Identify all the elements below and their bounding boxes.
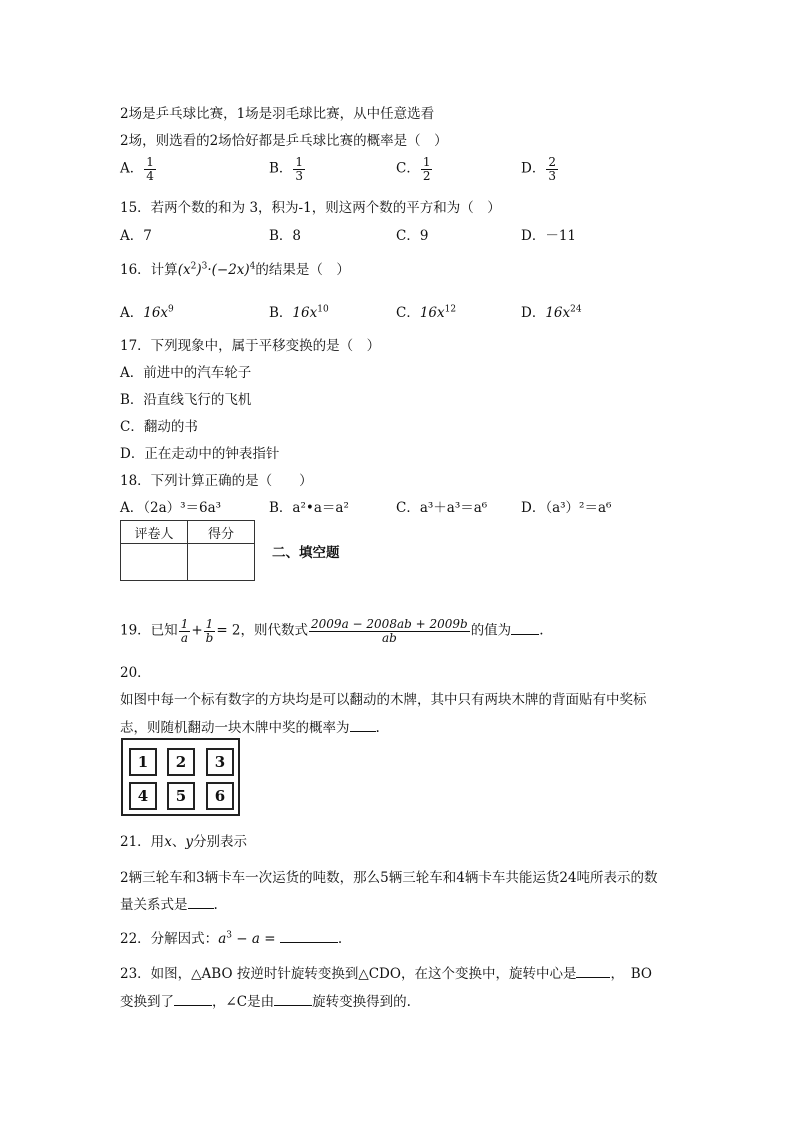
q22-stem: 22．分解因式：$a^3 - a$ = . [120, 930, 343, 947]
card-4[interactable]: 4 [129, 782, 157, 810]
q20-answer-blank[interactable] [350, 730, 376, 732]
q18-option-b: B．a²•a＝a² [269, 500, 349, 516]
q14-option-b: B． $\frac{1}{3}$ [269, 155, 304, 183]
q18-option-a: A．（2a）³＝6a³ [120, 500, 222, 516]
q15-stem: 15．若两个数的和为 3，积为-1，则这两个数的平方和为（ ） [120, 200, 501, 216]
q15-option-b: B．8 [269, 228, 302, 244]
q14-option-a: A． $\frac{1}{4}$ [120, 155, 154, 183]
q16-option-c: C．$16x^{12}$ [396, 304, 457, 321]
q20-number: 20． [120, 665, 151, 681]
card-3[interactable]: 3 [206, 748, 234, 776]
q14-line2: 2场，则选看的2场恰好都是乒乓球比赛的概率是（ ） [120, 133, 448, 149]
q21-line3: 量关系式是 . [120, 897, 218, 913]
q17-stem: 17．下列现象中，属于平移变换的是（ ） [120, 338, 381, 354]
score-table-score-header: 得分 [188, 521, 255, 544]
q23-angle-blank[interactable] [274, 1004, 312, 1006]
q21-line2: 2辆三轮车和3辆卡车一次运货的吨数，那么5辆三轮车和4辆卡车共能运货24吨所表示的数 [120, 870, 658, 886]
q16-option-d: D．$16x^{24}$ [521, 304, 582, 321]
card-6[interactable]: 6 [206, 782, 234, 810]
q16-stem: 16．计算$(x^2)^3\cdot(-2x)^4$的结果是（ ） [120, 261, 350, 278]
q22-answer-blank[interactable] [280, 941, 338, 943]
q20-line2: 志，则随机翻动一块木牌中奖的概率为 . [120, 720, 380, 736]
q16-option-b: B．$16x^{10}$ [269, 304, 329, 321]
q15-option-c: C．9 [396, 228, 429, 244]
q23-line2: 变换到了 ，∠C是由 旋转变换得到的. [120, 994, 411, 1010]
section-title: 二、填空题 [272, 545, 340, 561]
q19-stem: 19．已知 $\frac{1}{a}$ + $\frac{1}{b}$ = 2，则代数式 $\frac{2009a - 2008ab + 2009b}{ab}$ 的值为 . [120, 617, 544, 645]
q23-center-blank[interactable] [576, 976, 610, 978]
q18-option-c: C．a³＋a³＝a⁶ [396, 500, 488, 516]
score-table-grader-header: 评卷人 [121, 521, 188, 544]
q17-option-b: B．沿直线飞行的飞机 [120, 392, 252, 408]
q17-option-a: A．前进中的汽车轮子 [120, 365, 252, 381]
card-grid [121, 738, 240, 816]
q17-option-c: C．翻动的书 [120, 419, 198, 435]
q15-option-d: D．－11 [521, 228, 577, 244]
card-1[interactable]: 1 [129, 748, 157, 776]
q23-line1: 23．如图，△ABO 按逆时针旋转变换到△CDO，在这个变换中，旋转中心是 ， BO [120, 966, 652, 982]
q21-line1: 21．用x、y分别表示 [120, 834, 247, 850]
q14-line1: 2场是乒乓球比赛，1场是羽毛球比赛，从中任意选看 [120, 106, 435, 122]
q17-option-d: D．正在走动中的钟表指针 [120, 446, 280, 462]
q21-answer-blank[interactable] [188, 907, 214, 909]
card-2[interactable]: 2 [167, 748, 195, 776]
q19-answer-blank[interactable] [511, 633, 539, 635]
card-5[interactable]: 5 [167, 782, 195, 810]
q18-stem: 18．下列计算正确的是（ ） [120, 473, 313, 489]
score-table [120, 520, 255, 581]
q20-line1: 如图中每一个标有数字的方块均是可以翻动的木牌，其中只有两块木牌的背面贴有中奖标 [120, 692, 647, 708]
q14-option-c: C． $\frac{1}{2}$ [396, 155, 431, 183]
q15-option-a: A．7 [120, 228, 152, 244]
q16-option-a: A．$16x^9$ [120, 304, 174, 321]
q14-option-d: D． $\frac{2}{3}$ [521, 155, 556, 183]
q18-option-d: D．（a³）²＝a⁶ [521, 500, 612, 516]
score-table-grader-cell[interactable] [121, 544, 188, 581]
score-table-score-cell[interactable] [188, 544, 255, 581]
q23-bo-blank[interactable] [174, 1004, 212, 1006]
